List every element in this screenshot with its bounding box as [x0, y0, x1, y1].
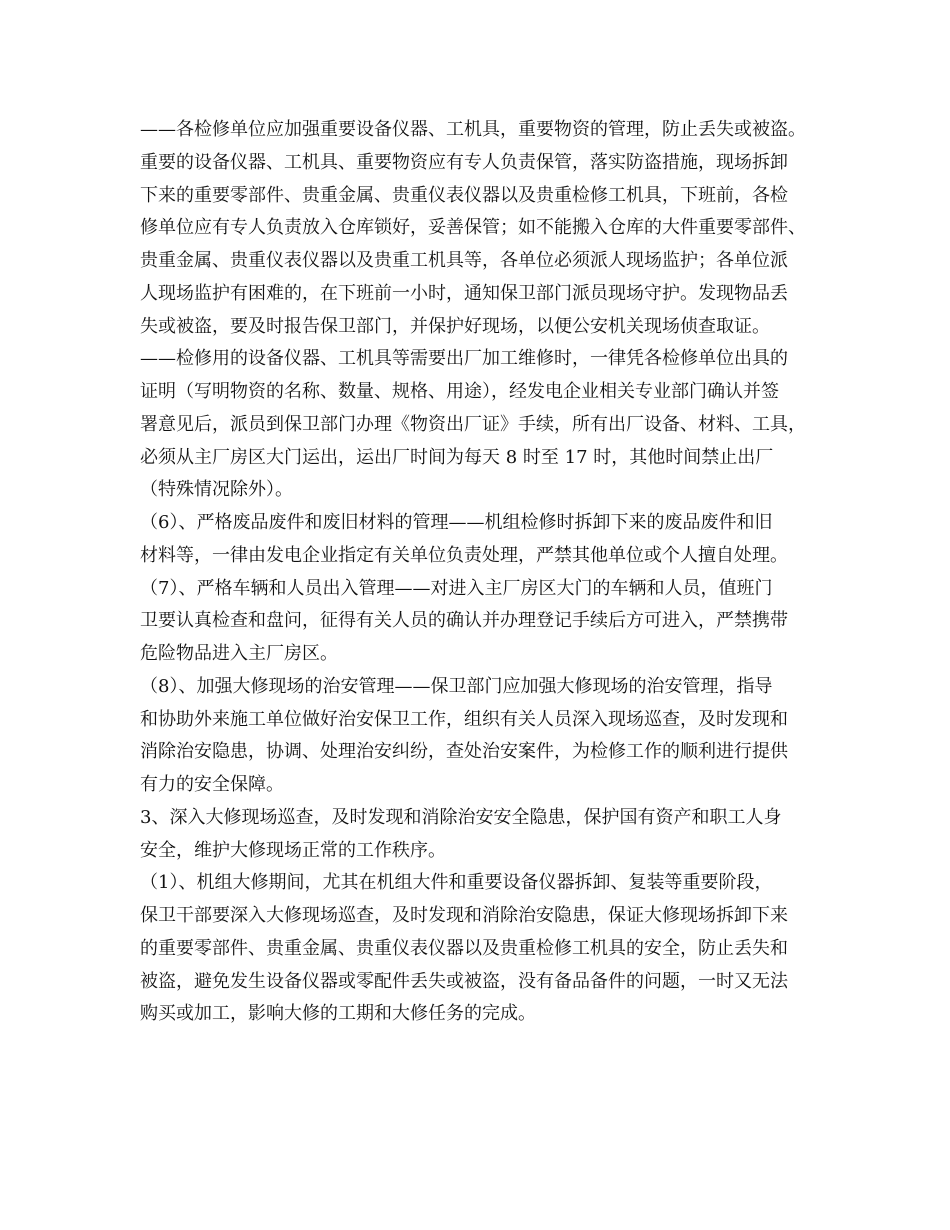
- text-line: 购买或加工，影响大修的工期和大修任务的完成。: [140, 1003, 536, 1025]
- text-line: 重要的设备仪器、工机具、重要物资应有专人负责保管，落实防盗措施，现场拆卸: [140, 151, 788, 173]
- text-line: 贵重金属、贵重仪表仪器以及贵重工机具等，各单位必须派人现场监护；各单位派: [140, 250, 788, 271]
- text-line: （6）、严格废品废件和废旧材料的管理——机组检修时拆卸下来的废品废件和旧: [140, 512, 773, 533]
- text-line: ——各检修单位应加强重要设备仪器、工机具，重要物资的管理，防止丢失或被盗。: [140, 119, 806, 140]
- text-line: 和协助外来施工单位做好治安保卫工作，组织有关人员深入现场巡查，及时发现和: [140, 708, 788, 730]
- text-line: 有力的安全保障。: [140, 774, 284, 795]
- text-line: 必须从主厂房区大门运出，运出厂时间为每天 8 时至 17 时，其他时间禁止出厂: [140, 446, 774, 468]
- text-line: 下来的重要零部件、贵重金属、贵重仪表仪器以及贵重检修工机具，下班前，各检: [140, 184, 788, 206]
- text-line: ——检修用的设备仪器、工机具等需要出厂加工维修时，一律凭各检修单位出具的: [140, 348, 788, 370]
- text-line: 被盗，避免发生设备仪器或零配件丢失或被盗，没有备品备件的问题，一时又无法: [140, 970, 788, 992]
- text-line: 消除治安隐患，协调、处理治安纠纷，查处治安案件，为检修工作的顺利进行提供: [140, 741, 788, 763]
- text-line: 卫要认真检查和盘问，征得有关人员的确认并办理登记手续后方可进入，严禁携带: [140, 610, 788, 632]
- text-line: （特殊情况除外）。: [140, 479, 293, 501]
- text-line: 的重要零部件、贵重金属、贵重仪表仪器以及贵重检修工机具的安全，防止丢失和: [140, 937, 788, 959]
- text-line: 安全，维护大修现场正常的工作秩序。: [140, 839, 446, 861]
- text-line: （8）、加强大修现场的治安管理——保卫部门应加强大修现场的治安管理，指导: [140, 675, 773, 697]
- text-line: 危险物品进入主厂房区。: [140, 643, 338, 664]
- text-line: 3、深入大修现场巡查，及时发现和消除治安安全隐患，保护国有资产和职工人身: [140, 806, 782, 828]
- text-line: （7）、严格车辆和人员出入管理——对进入主厂房区大门的车辆和人员，值班门: [140, 577, 773, 599]
- text-line: （1）、机组大修期间，尤其在机组大件和重要设备仪器拆卸、复装等重要阶段，: [140, 872, 773, 894]
- text-line: 人现场监护有困难的，在下班前一小时，通知保卫部门派员现场守护。发现物品丢: [140, 282, 788, 304]
- text-line: 材料等，一律由发电企业指定有关单位负责处理，严禁其他单位或个人擅自处理。: [140, 544, 788, 566]
- text-line: 保卫干部要深入大修现场巡查，及时发现和消除治安隐患，保证大修现场拆卸下来: [140, 905, 788, 926]
- document-body: [140, 114, 820, 1031]
- text-line: 修单位应有专人负责放入仓库锁好，妥善保管；如不能搬入仓库的大件重要零部件、: [140, 217, 806, 239]
- text-line: 证明（写明物资的名称、数量、规格、用途），经发电企业相关专业部门确认并签: [140, 381, 779, 402]
- text-line: 失或被盗，要及时报告保卫部门，并保护好现场，以便公安机关现场侦查取证。: [140, 315, 770, 337]
- text-line: 署意见后，派员到保卫部门办理《物资出厂证》手续，所有出厂设备、材料、工具，: [140, 413, 806, 435]
